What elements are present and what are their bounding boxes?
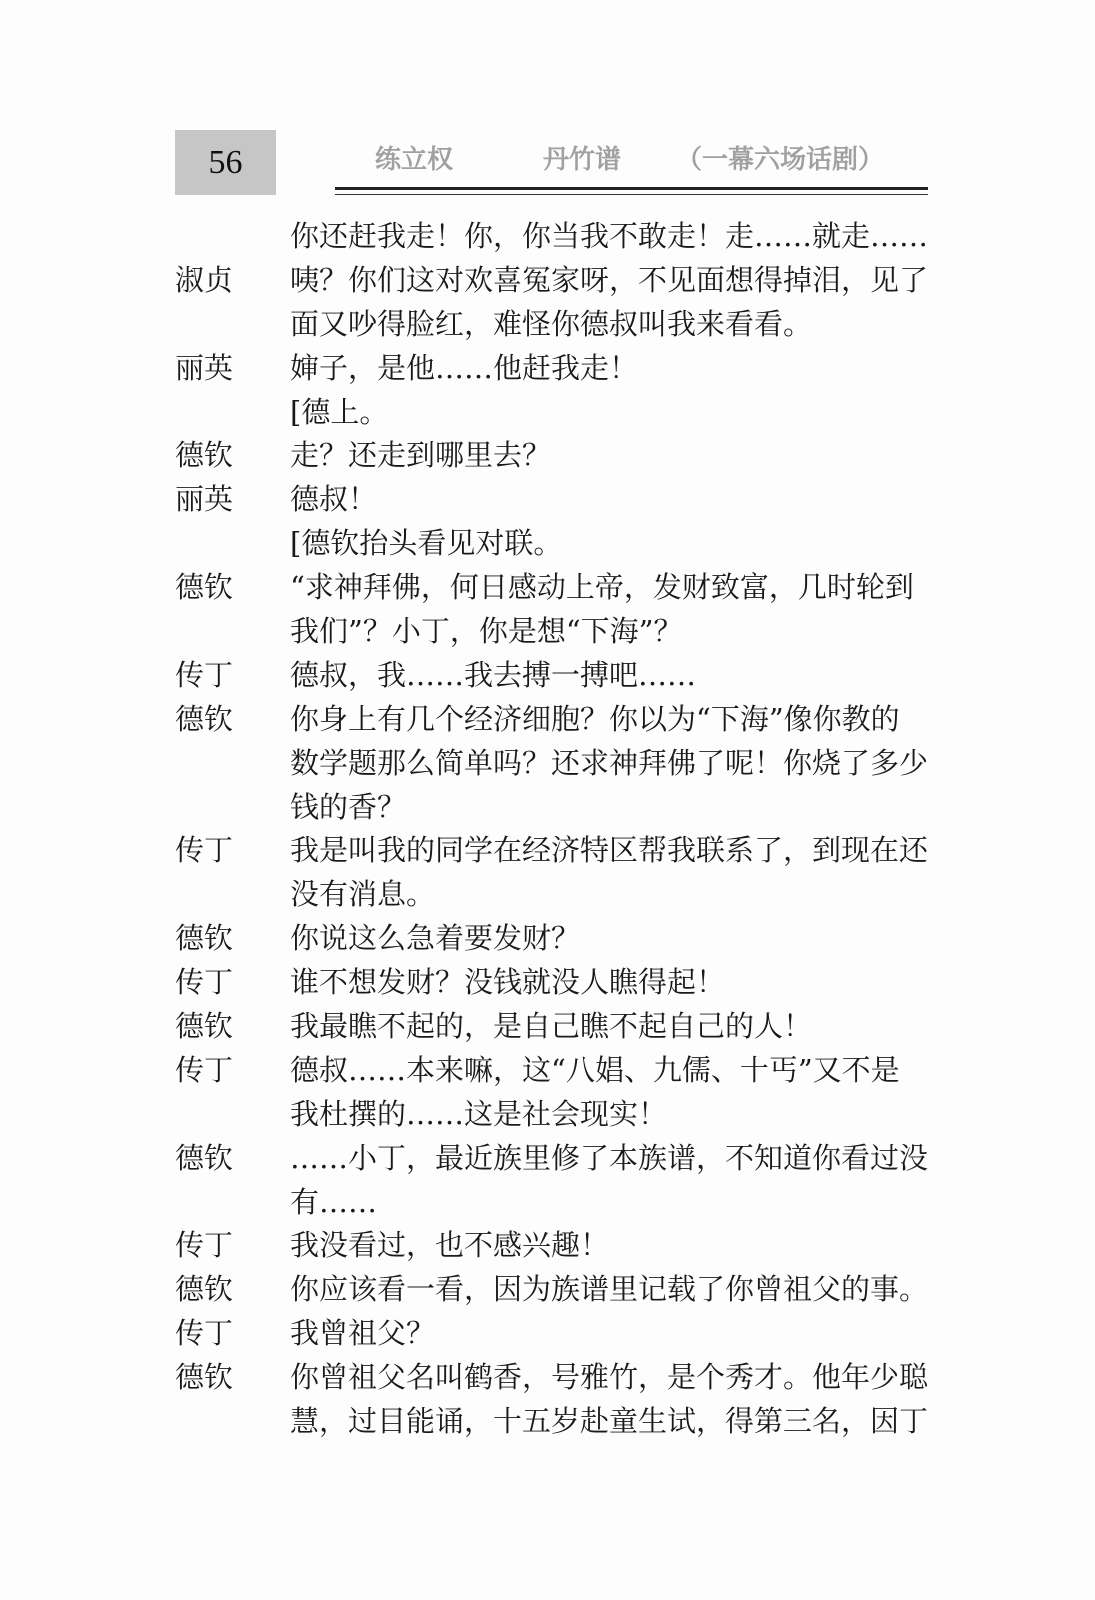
dialogue-line [175,654,935,698]
dialogue-line [175,1049,935,1093]
speaker-name: 传丁 [175,1316,234,1351]
dialogue-line [175,566,935,610]
dialogue-line [175,786,935,830]
dialogue-line [175,873,935,917]
line-text: 你曾祖父名叫鹤香，号雅竹，是个秀才。他年少聪 [290,1360,929,1395]
line-text: [德上。 [290,394,389,429]
line-text: 咦？你们这对欢喜冤家呀，不见面想得掉泪，见了 [290,262,929,297]
dialogue-line [175,478,935,522]
speaker-name: 传丁 [175,965,234,1000]
line-text: 你说这么急着要发财？ [290,921,581,956]
line-text: 德叔！ [290,482,378,517]
dialogue-line [175,303,935,347]
dialogue-line [175,1312,935,1356]
line-text: 我最瞧不起的，是自己瞧不起自己的人！ [290,1009,813,1044]
speaker-name: 德钦 [175,1009,234,1044]
speaker-name: 丽英 [175,482,234,517]
dialogue-line [175,1181,935,1225]
speaker-name: 传丁 [175,1052,234,1087]
header-rule-thin [335,194,928,195]
dialogue-line [175,1400,935,1444]
speaker-name: 德钦 [175,570,234,605]
dialogue-line [175,698,935,742]
dialogue-line [175,917,935,961]
line-text: 德叔，我……我去搏一搏吧…… [290,657,697,692]
dialogue-line [175,1137,935,1181]
line-text: 走？还走到哪里去？ [290,438,552,473]
stage-direction [175,391,935,435]
speaker-name: 淑贞 [175,262,234,297]
running-head-title: 丹竹谱 [543,145,622,175]
line-text: 我杜撰的……这是社会现实！ [290,1096,668,1131]
dialogue-line [175,1093,935,1137]
line-text: 有…… [290,1184,378,1219]
line-text: 我们”？小丁，你是想“下海”？ [290,614,683,649]
dialogue-line [175,1268,935,1312]
stage-direction [175,522,935,566]
line-text: 我没看过，也不感兴趣！ [290,1228,610,1263]
line-text: 慧，过目能诵，十五岁赴童生试，得第三名，因丁 [290,1404,929,1439]
speaker-name: 德钦 [175,921,234,956]
header-rule-thick [335,187,928,190]
speaker-name: 德钦 [175,1140,234,1175]
speaker-name: 传丁 [175,657,234,692]
script-body [175,215,935,1444]
speaker-name: 德钦 [175,1272,234,1307]
dialogue-line [175,347,935,391]
line-text: 钱的香？ [290,789,407,824]
dialogue-line [175,610,935,654]
dialogue-line [175,259,935,303]
speaker-name: 传丁 [175,1228,234,1263]
dialogue-line [175,434,935,478]
speaker-name: 德钦 [175,701,234,736]
dialogue-line [175,829,935,873]
speaker-name: 丽英 [175,350,234,385]
line-text: 没有消息。 [290,877,436,912]
line-text: 我是叫我的同学在经济特区帮我联系了，到现在还 [290,833,929,868]
line-text: 婶子，是他……他赶我走！ [290,350,639,385]
speaker-name: 德钦 [175,1360,234,1395]
speaker-name: 德钦 [175,438,234,473]
line-text: ……小丁，最近族里修了本族谱，不知道你看过没 [290,1140,929,1175]
line-text: “求神拜佛，何日感动上帝，发财致富，几时轮到 [290,570,914,605]
dialogue-line [175,1005,935,1049]
running-head-author: 练立权 [375,145,454,175]
line-text: 我曾祖父？ [290,1316,436,1351]
line-text: 你还赶我走！你，你当我不敢走！走……就走…… [290,219,929,253]
page-number: 56 [208,143,243,181]
line-text: 你应该看一看，因为族谱里记载了你曾祖父的事。 [290,1272,929,1307]
dialogue-line [175,1224,935,1268]
dialogue-line [175,1356,935,1400]
dialogue-line [175,961,935,1005]
line-text: 面又吵得脸红，难怪你德叔叫我来看看。 [290,306,813,341]
line-text: 德叔……本来嘛，这“八娼、九儒、十丐”又不是 [290,1052,900,1087]
line-text: 数学题那么简单吗？还求神拜佛了呢！你烧了多少 [290,745,929,780]
dialogue-line [175,742,935,786]
line-text: [德钦抬头看见对联。 [290,526,563,561]
running-head-subtitle: （一幕六场话剧） [676,145,885,175]
line-text: 你身上有几个经济细胞？你以为“下海”像你教的 [290,701,900,736]
page-number-box [175,130,276,195]
speaker-name: 传丁 [175,833,234,868]
dialogue-line [175,215,935,259]
line-text: 谁不想发财？没钱就没人瞧得起！ [290,965,726,1000]
